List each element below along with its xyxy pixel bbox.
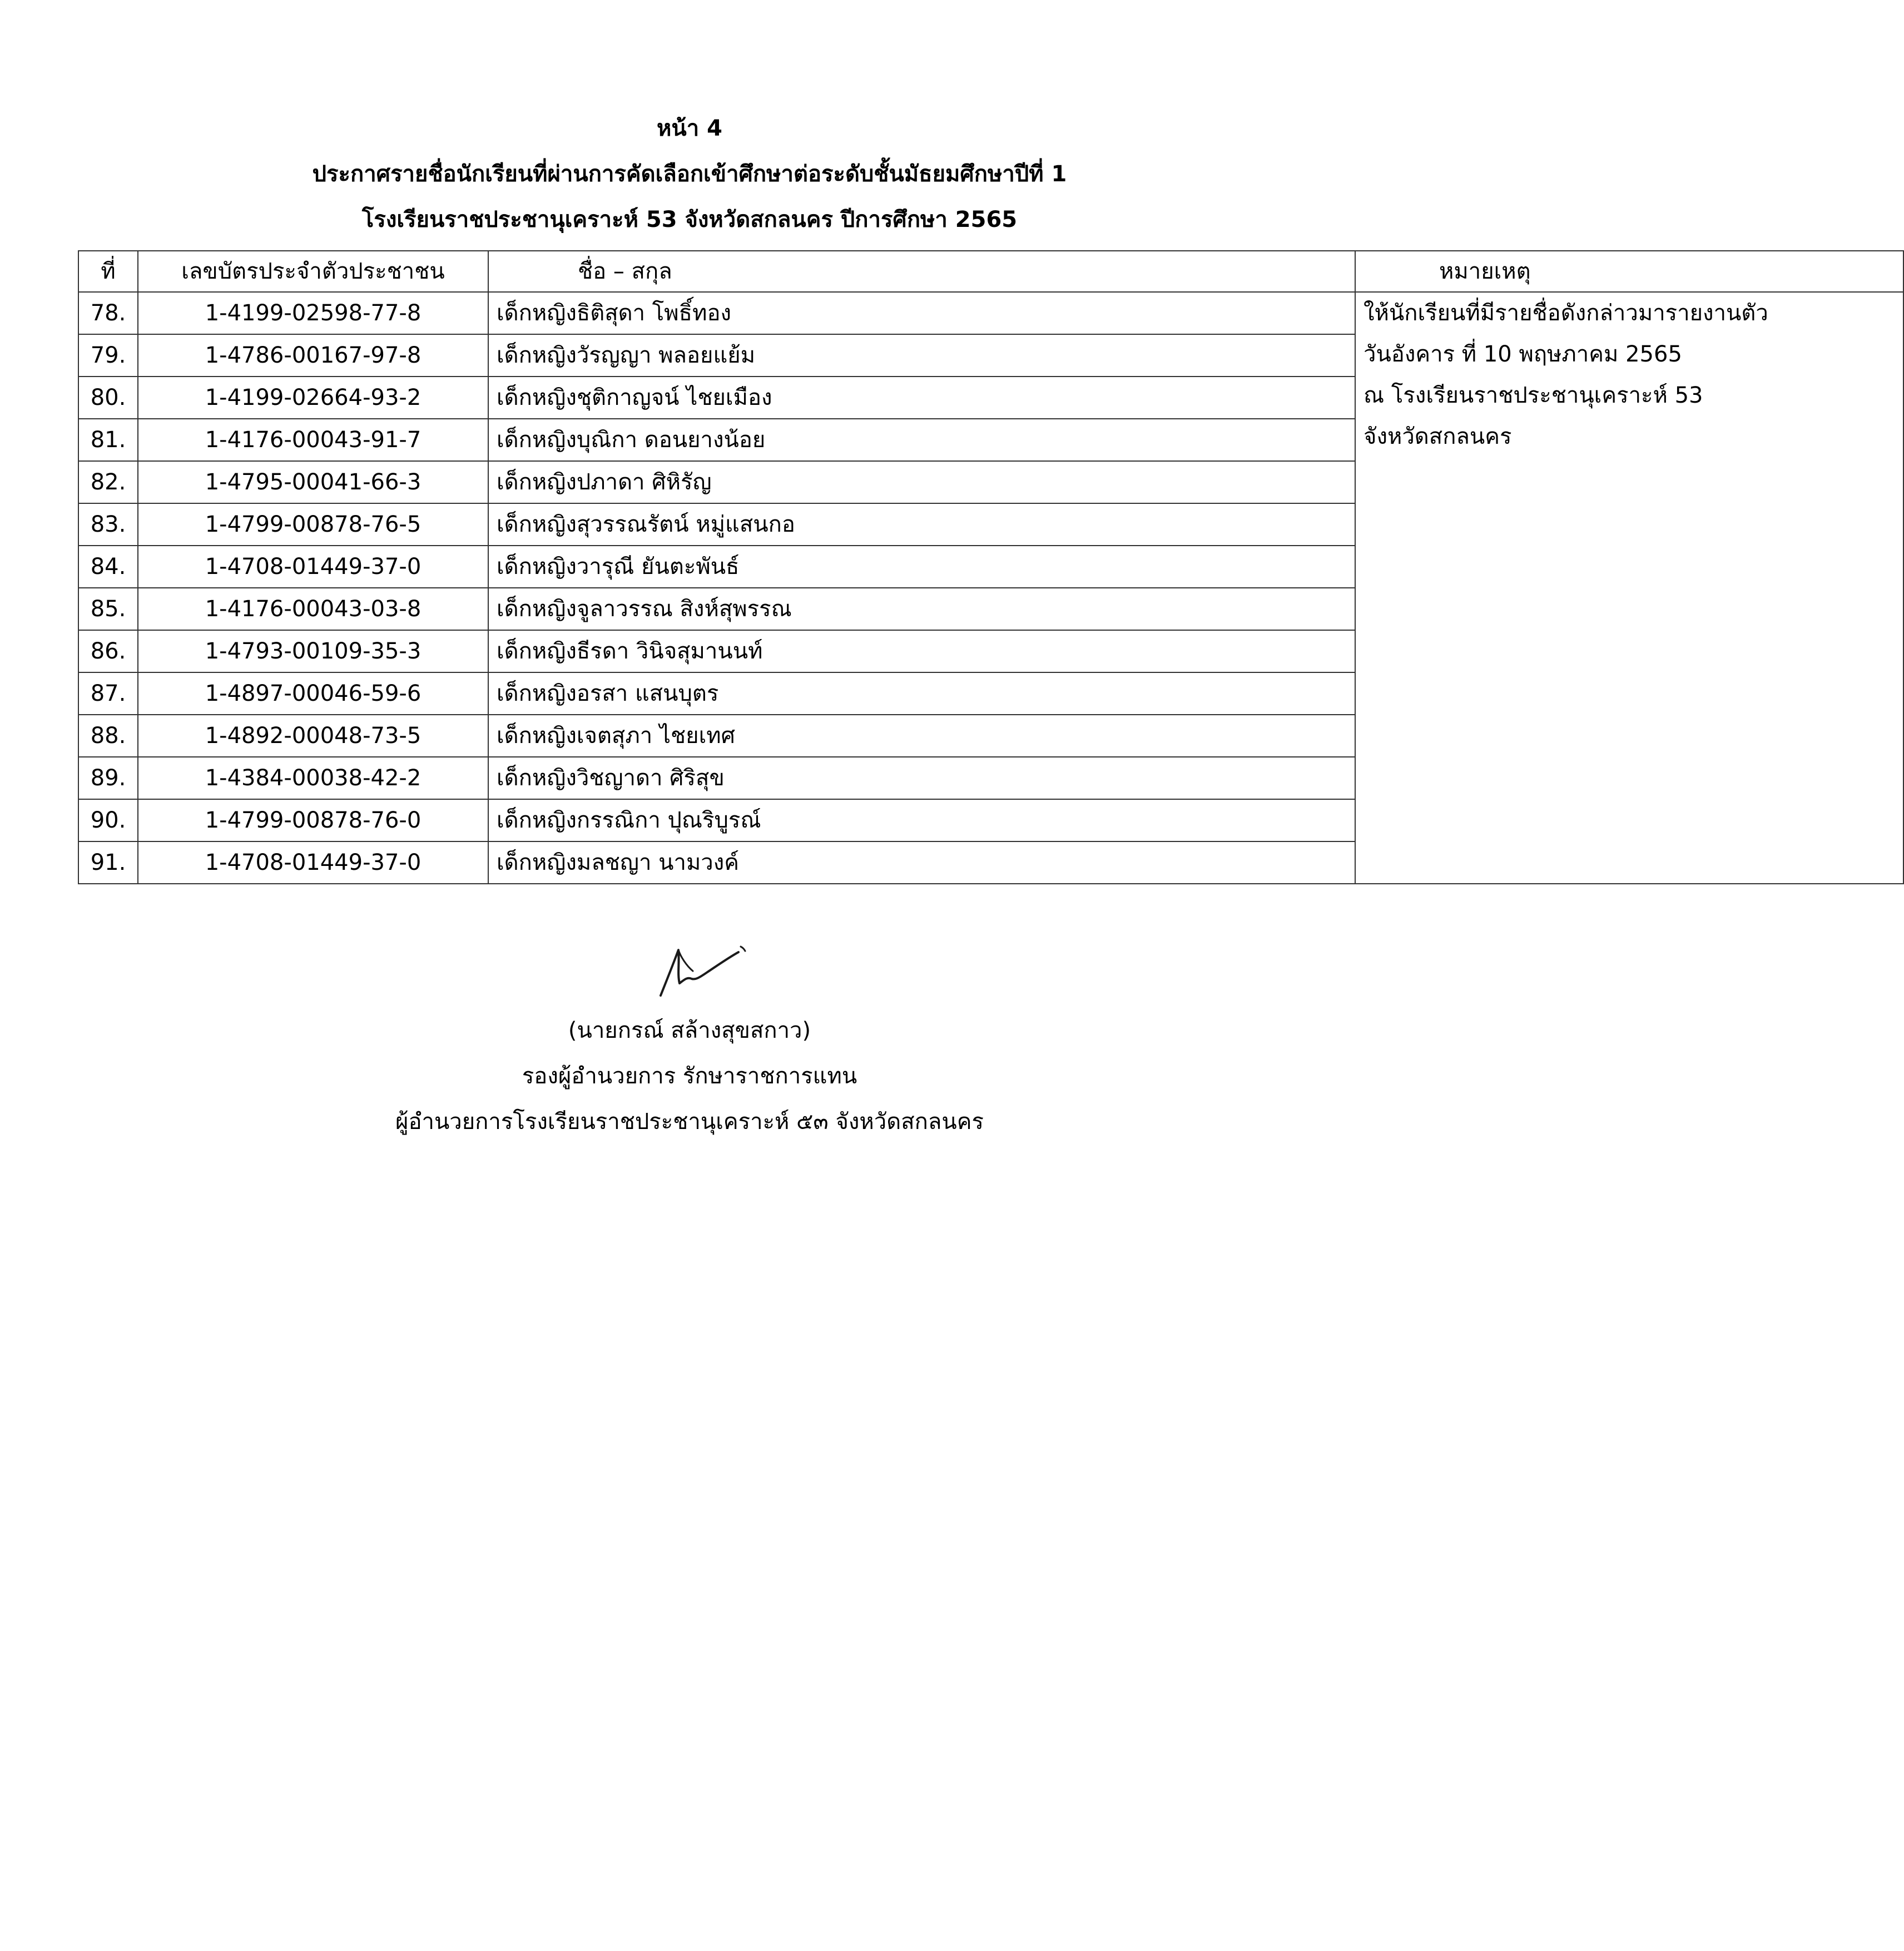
row-number: 87. [78, 672, 138, 715]
note-cell [1355, 292, 1903, 884]
citizen-id: 1-4892-00048-73-5 [138, 715, 488, 757]
row-number: 85. [78, 588, 138, 630]
announcement-title: ประกาศรายชื่อนักเรียนที่ผ่านการคัดเลือกเข้าศึกษาต่อระดับชั้นมัธยมศึกษาปีที่ 1 [312, 161, 1067, 187]
student-name: เด็กหญิงบุณิกา ดอนยางน้อย [488, 419, 1355, 461]
row-number: 83. [78, 503, 138, 546]
note-line: จังหวัดสกลนคร [1363, 424, 1512, 449]
student-name: เด็กหญิงธีรดา วินิจสุมานนท์ [488, 630, 1355, 672]
table-row [78, 292, 1903, 334]
column-header-no: ที่ [78, 251, 138, 292]
student-table [78, 250, 1904, 884]
row-number: 86. [78, 630, 138, 672]
student-name: เด็กหญิงเจตสุภา ไชยเทศ [488, 715, 1355, 757]
signature-block [0, 1008, 1379, 1145]
row-number: 91. [78, 841, 138, 884]
signer-office: ผู้อำนวยการโรงเรียนราชประชานุเคราะห์ ๕๓ จังหวัดสกลนคร [395, 1109, 984, 1135]
student-name: เด็กหญิงอรสา แสนบุตร [488, 672, 1355, 715]
student-name: เด็กหญิงสุวรรณรัตน์ หมู่แสนกอ [488, 503, 1355, 546]
citizen-id: 1-4708-01449-37-0 [138, 841, 488, 884]
citizen-id: 1-4799-00878-76-0 [138, 799, 488, 841]
citizen-id: 1-4384-00038-42-2 [138, 757, 488, 799]
row-number: 82. [78, 461, 138, 503]
student-name: เด็กหญิงกรรณิกา ปุณริบูรณ์ [488, 799, 1355, 841]
document-header [0, 106, 1379, 242]
note-line: วันอังคาร ที่ 10 พฤษภาคม 2565 [1363, 341, 1682, 367]
column-header-id: เลขบัตรประจำตัวประชาชน [138, 251, 488, 292]
student-name: เด็กหญิงมลชญา นามวงค์ [488, 841, 1355, 884]
citizen-id: 1-4176-00043-91-7 [138, 419, 488, 461]
row-number: 79. [78, 334, 138, 377]
row-number: 84. [78, 546, 138, 588]
signer-position: รองผู้อำนวยการ รักษาราชการแทน [522, 1063, 857, 1089]
citizen-id: 1-4786-00167-97-8 [138, 334, 488, 377]
page-label: หน้า 4 [657, 116, 722, 141]
citizen-id: 1-4793-00109-35-3 [138, 630, 488, 672]
citizen-id: 1-4708-01449-37-0 [138, 546, 488, 588]
citizen-id: 1-4199-02664-93-2 [138, 377, 488, 419]
student-name: เด็กหญิงวารุณี ยันตะพันธ์ [488, 546, 1355, 588]
student-name: เด็กหญิงชุติกาญจน์ ไชยเมือง [488, 377, 1355, 419]
signature-image [645, 940, 756, 1001]
note-line: ให้นักเรียนที่มีรายชื่อดังกล่าวมารายงานตัว [1363, 300, 1768, 326]
row-number: 81. [78, 419, 138, 461]
citizen-id: 1-4799-00878-76-5 [138, 503, 488, 546]
row-number: 78. [78, 292, 138, 334]
column-header-name: ชื่อ – สกุล [488, 251, 1355, 292]
student-name: เด็กหญิงวิชญาดา ศิริสุข [488, 757, 1355, 799]
school-line: โรงเรียนราชประชานุเคราะห์ 53 จังหวัดสกลนคร ปีการศึกษา 2565 [361, 207, 1018, 232]
signer-name: (นายกรณ์ สล้างสุขสกาว) [568, 1018, 811, 1043]
citizen-id: 1-4897-00046-59-6 [138, 672, 488, 715]
citizen-id: 1-4795-00041-66-3 [138, 461, 488, 503]
row-number: 90. [78, 799, 138, 841]
column-header-note: หมายเหตุ [1355, 251, 1903, 292]
row-number: 88. [78, 715, 138, 757]
row-number: 80. [78, 377, 138, 419]
student-name: เด็กหญิงธิติสุดา โพธิ์ทอง [488, 292, 1355, 334]
row-number: 89. [78, 757, 138, 799]
table-body [78, 292, 1903, 884]
student-name: เด็กหญิงจูลาวรรณ สิงห์สุพรรณ [488, 588, 1355, 630]
student-name: เด็กหญิงวัรญญา พลอยแย้ม [488, 334, 1355, 377]
citizen-id: 1-4199-02598-77-8 [138, 292, 488, 334]
student-name: เด็กหญิงปภาดา ศิหิรัญ [488, 461, 1355, 503]
table-header-row [78, 251, 1903, 292]
note-line: ณ โรงเรียนราชประชานุเคราะห์ 53 [1363, 383, 1703, 408]
citizen-id: 1-4176-00043-03-8 [138, 588, 488, 630]
